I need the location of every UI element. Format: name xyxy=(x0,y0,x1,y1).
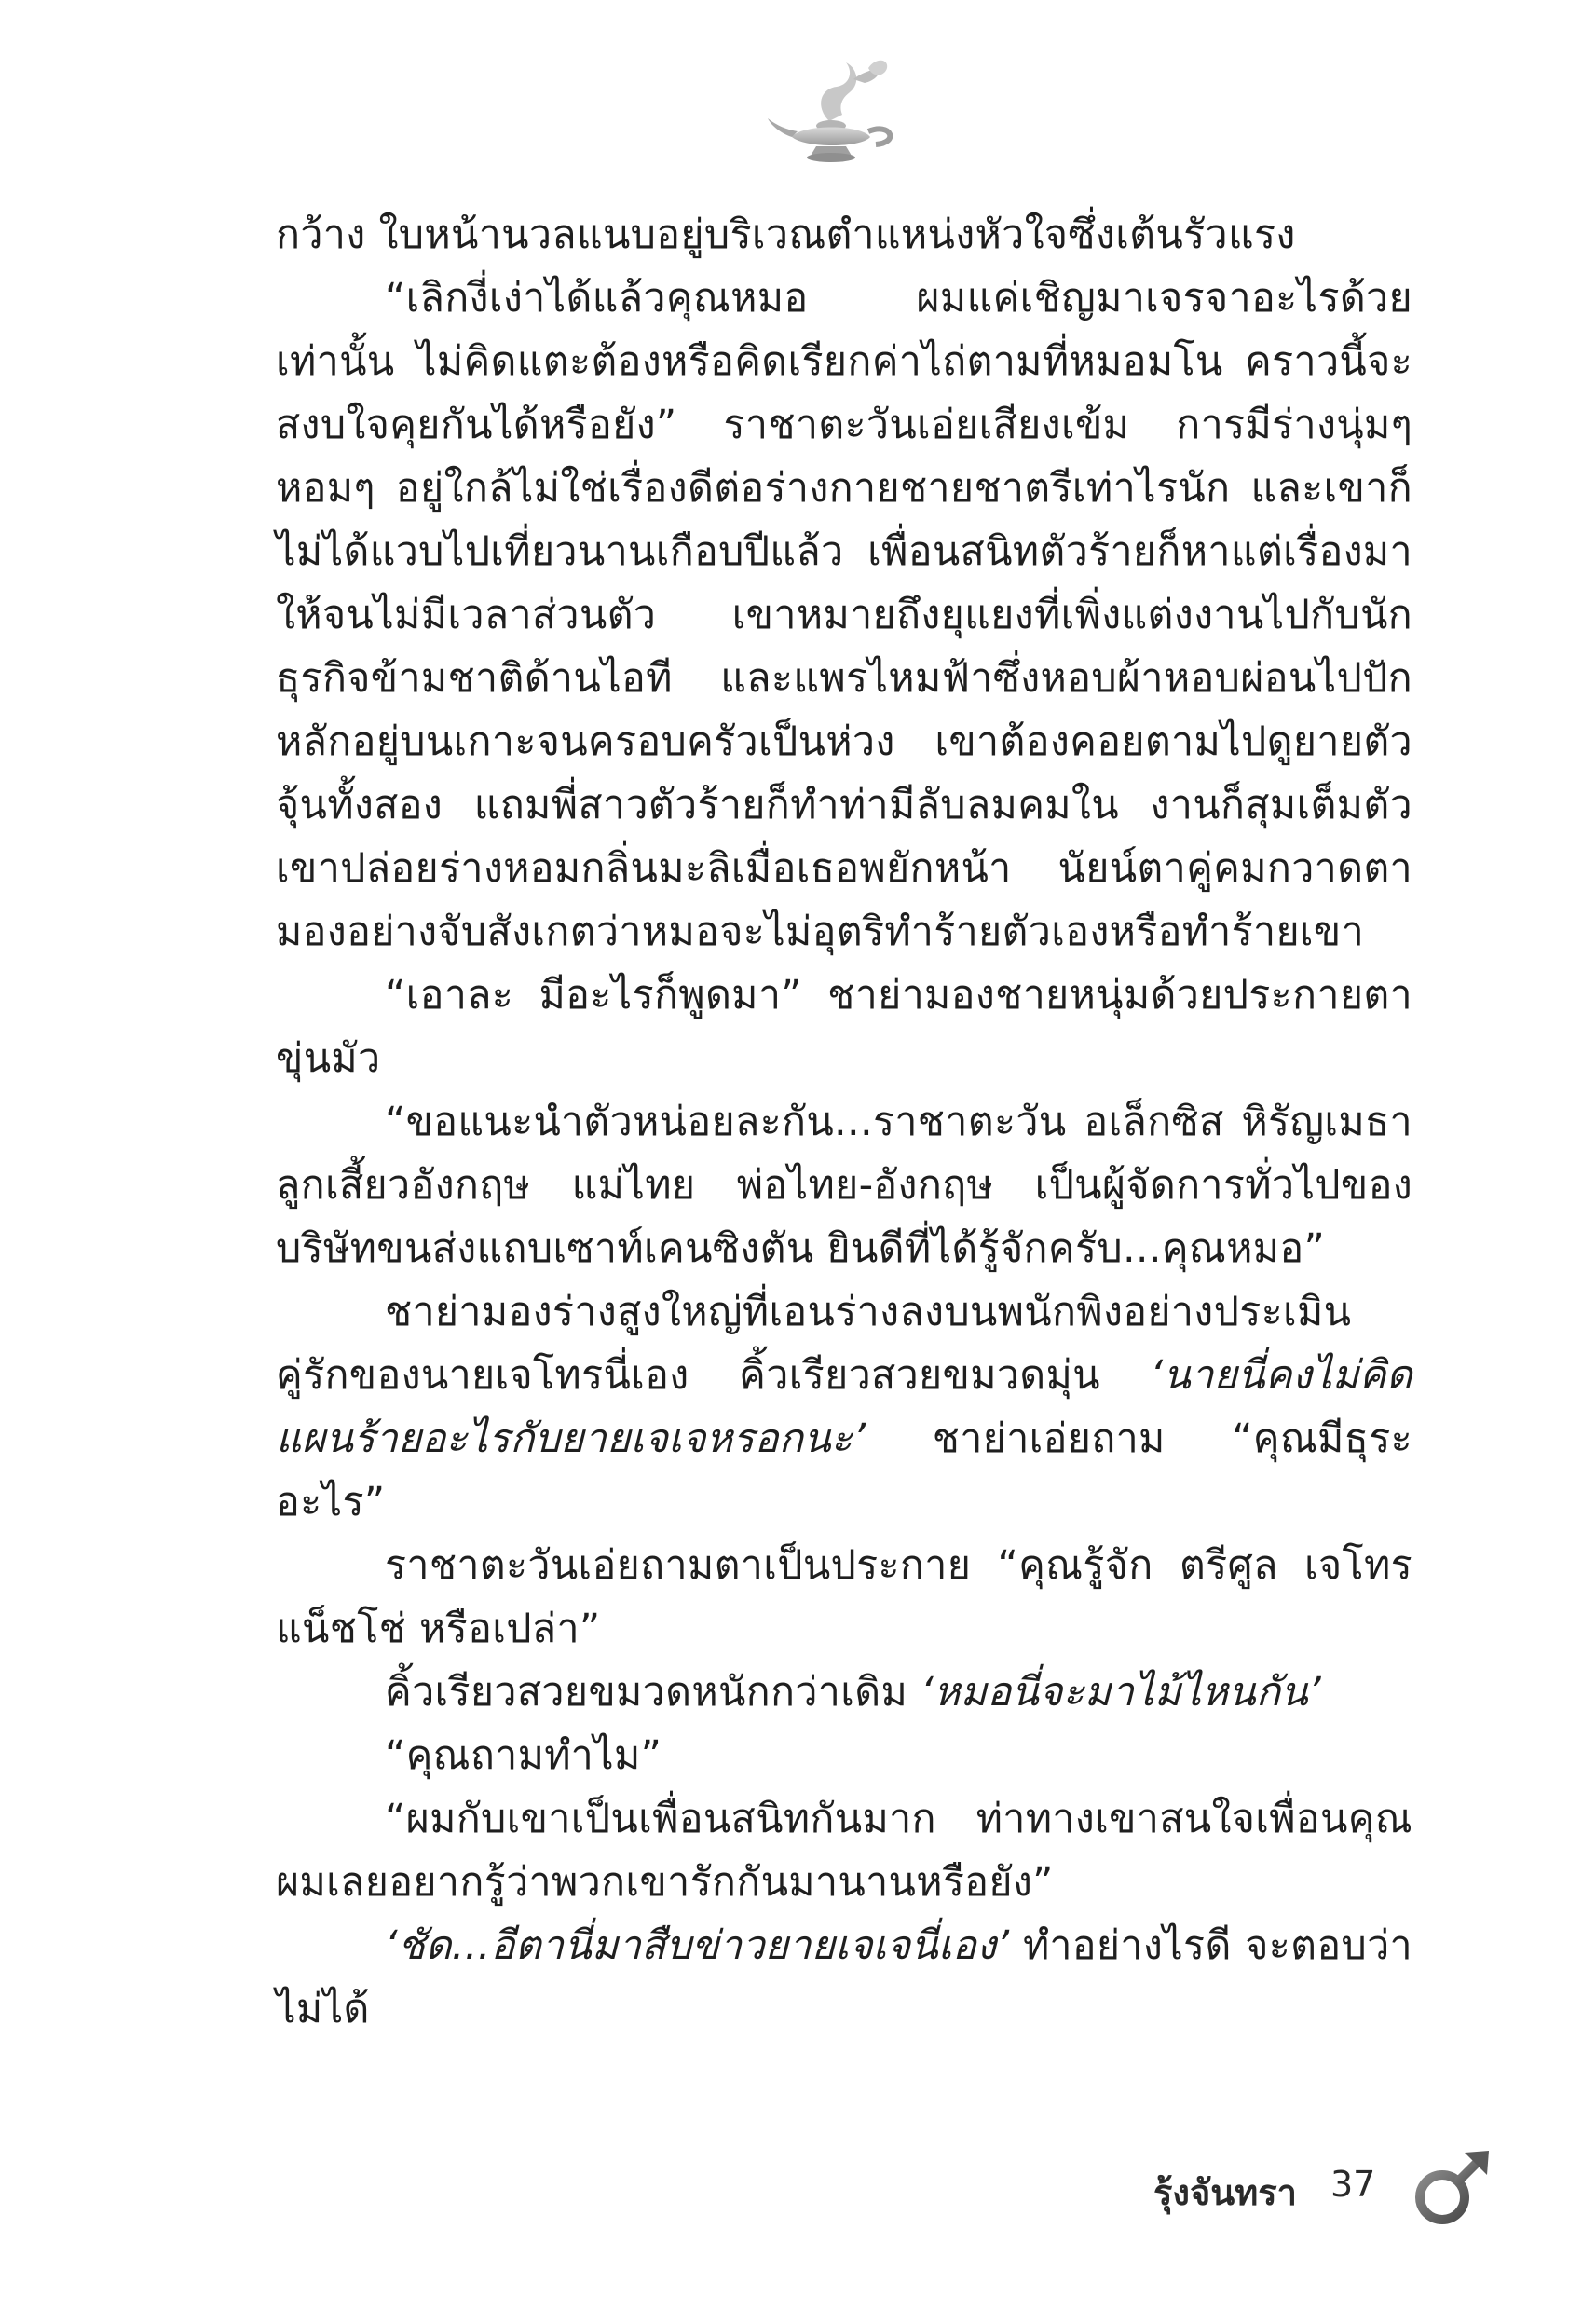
genie-lamp-icon xyxy=(764,51,913,172)
paragraph xyxy=(276,203,1412,267)
paragraph-text: คิ้วเรียวสวยขมวดหนักกว่าเดิม xyxy=(385,1669,921,1716)
paragraph-text: ทำอย่างไรดี จะตอบว่าไม่ได้ xyxy=(276,1922,1412,2032)
paragraph xyxy=(276,1534,1412,1661)
paragraph-text: “คุณถามทำไม” xyxy=(385,1732,662,1779)
paragraph xyxy=(276,1724,1412,1787)
paragraph-text: “เลิกงี่เง่าได้แล้วคุณหมอ ผมแค่เชิญมาเจรจาอะไรด้วยเท่านั้น ไม่คิดแตะต้องหรือคิดเรียกค่าไถ่ตามที่หมอมโน คราวนี้จะสงบใจคุยกันได้หรือยัง” ราชาตะวันเอ่ยเสียงเข้ม การมีร่างนุ่มๆ หอมๆ อยู่ใกล้ไม่ใช่เรื่องดีต่อร่างกายชายชาตรีเท่าไรนัก และเขาก็ไม่ได้แวบไปเที่ยวนานเกือบปีแล้ว เพื่อนสนิทตัวร้ายก็หาแต่เรื่องมาให้จนไม่มีเวลาส่วนตัว เขาหมายถึงยุแยงที่เพิ่งแต่งงานไปกับนักธุรกิจข้ามชาติด้านไอที และแพรไหมฟ้าซึ่งหอบผ้าหอบผ่อนไปปักหลักอยู่บนเกาะจนครอบครัวเป็นห่วง เขาต้องคอยตามไปดูยายตัวจุ้นทั้งสอง แถมพี่สาวตัวร้ายก็ทำท่ามีลับลมคมใน งานก็สุมเต็มตัว เขาปล่อยร่างหอมกลิ่นมะลิเมื่อเธอพยักหน้า นัยน์ตาคู่คมกวาดตามองอย่างจับสังเกตว่าหมอจะไม่อุตริทำร้ายตัวเองหรือทำร้ายเขา xyxy=(276,275,1412,955)
paragraph-text: “ผมกับเขาเป็นเพื่อนสนิทกันมาก ท่าทางเขาสนใจเพื่อนคุณ ผมเลยอยากรู้ว่าพวกเขารักกันมานานหรือยัง” xyxy=(276,1796,1412,1906)
male-symbol-icon xyxy=(1407,2143,1496,2233)
paragraph xyxy=(276,267,1412,964)
paragraph-text: ชาย่ามองร่างสูงใหญ่ที่เอนร่างลงบนพนักพิงอย่างประเมิน คู่รักของนายเจโทรนี่เอง คิ้วเรียวสวยขมวดมุ่น xyxy=(276,1289,1352,1399)
paragraph-text: ราชาตะวันเอ่ยถามตาเป็นประกาย “คุณรู้จัก ตรีศูล เจโทร แน็ชโช่ หรือเปล่า” xyxy=(276,1542,1412,1652)
page-number: 37 xyxy=(1330,2164,1376,2205)
paragraph-text: กว้าง ใบหน้านวลแนบอยู่บริเวณตำแหน่งหัวใจซึ่งเต้นรัวแรง xyxy=(276,212,1296,258)
book-title: รุ้งจันทรา xyxy=(1153,2172,1298,2213)
paragraph-text: ชาย่าเอ่ยถาม “คุณมีธุระอะไร” xyxy=(276,1415,1412,1525)
paragraph xyxy=(276,1914,1412,2041)
paragraph xyxy=(276,1280,1412,1534)
page-body-text xyxy=(276,203,1412,2041)
inner-thought-text: ‘หมอนี่จะมาไม้ไหนกัน’ xyxy=(921,1669,1321,1716)
inner-thought-text: ‘ชัด...อีตานี่มาสืบข่าวยายเจเจนี่เอง’ xyxy=(385,1922,1010,1969)
paragraph xyxy=(276,964,1412,1090)
paragraph-text: “เอาละ มีอะไรก็พูดมา” ชาย่ามองชายหนุ่มด้วยประกายตาขุ่นมัว xyxy=(276,972,1412,1082)
paragraph xyxy=(276,1661,1412,1724)
paragraph-text: “ขอแนะนำตัวหน่อยละกัน...ราชาตะวัน อเล็กซิส หิรัญเมธา ลูกเสี้ยวอังกฤษ แม่ไทย พ่อไทย-อังกฤษ เป็นผู้จัดการทั่วไปของบริษัทขนส่งแถบเซาท์เคนซิงตัน ยินดีที่ได้รู้จักครับ...คุณหมอ” xyxy=(276,1099,1412,1272)
paragraph xyxy=(276,1787,1412,1914)
paragraph xyxy=(276,1090,1412,1280)
page-footer xyxy=(1153,2143,1507,2227)
inner-thought-text: ‘นายนี่คงไม่คิดแผนร้ายอะไรกับยายเจเจหรอกนะ’ xyxy=(276,1352,1412,1462)
